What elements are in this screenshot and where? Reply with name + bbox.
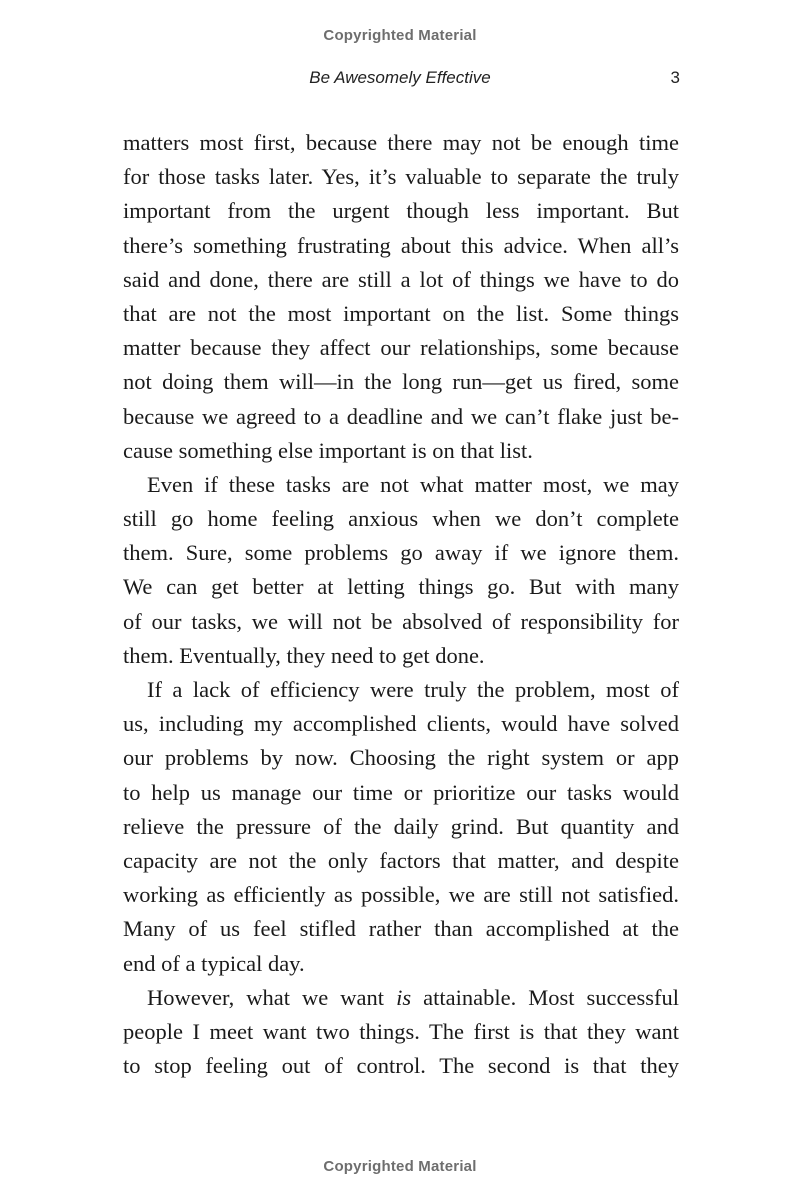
text-line: us, including my accomplished clients, would have solved (123, 711, 679, 737)
text-line: cause something else important is on that list. (123, 437, 533, 463)
text-line: matter because they affect our relationships, some because (123, 335, 679, 361)
text-line (123, 981, 679, 1015)
text-line: Many of us feel stifled rather than accomplished at the (123, 916, 679, 942)
text-line: people I meet want two things. The first is that they want (123, 1018, 679, 1044)
text-line: capacity are not the only factors that matter, and despite (123, 847, 679, 873)
text-line: still go home feeling anxious when we don’t complete (123, 506, 679, 532)
text-line: Even if these tasks are not what matter most, we may (147, 471, 679, 497)
text-line: our problems by now. Choosing the right system or app (123, 745, 679, 771)
text-line: said and done, there are still a lot of things we have to do (123, 266, 679, 292)
text-line: them. Eventually, they need to get done. (123, 642, 485, 668)
running-title: Be Awesomely Effective (309, 68, 491, 87)
text-line: for those tasks later. Yes, it’s valuable to separate the truly (123, 164, 679, 190)
text-line: matters most first, because there may not be enough time (123, 130, 679, 155)
paragraph-3 (123, 673, 679, 981)
text-line: to stop feeling out of control. The second is that they (123, 1053, 679, 1079)
copyright-watermark-top: Copyrighted Material (323, 27, 477, 44)
copyright-watermark-bottom: Copyrighted Material (323, 1158, 477, 1175)
body-text (123, 126, 679, 1083)
text-line: to help us manage our time or prioritize our tasks would (123, 779, 679, 805)
text-run: attainable. Most successful (411, 984, 680, 1010)
text-line: relieve the pressure of the daily grind. But quantity and (123, 813, 679, 839)
paragraph-1 (123, 126, 679, 468)
text-line: that are not the most important on the list. Some things (123, 300, 679, 326)
page-number: 3 (670, 68, 680, 87)
text-line: because we agreed to a deadline and we can’t flake just be- (123, 403, 679, 429)
emphasis-text: is (396, 984, 412, 1010)
text-line: of our tasks, we will not be absolved of responsibility for (123, 608, 679, 634)
running-head (0, 68, 800, 92)
paragraph-2 (123, 468, 679, 673)
text-line: not doing them will—in the long run—get us fired, some (123, 369, 679, 395)
text-line: important from the urgent though less important. But (123, 198, 679, 224)
paragraph-4 (123, 981, 679, 1084)
text-line: If a lack of efficiency were truly the problem, most of (147, 677, 679, 702)
text-line: them. Sure, some problems go away if we ignore them. (123, 540, 679, 566)
text-line: end of a typical day. (123, 950, 305, 976)
text-run: However, what we want (147, 984, 397, 1010)
text-line: We can get better at letting things go. But with many (123, 574, 679, 600)
text-line: working as efficiently as possible, we are still not satisfied. (123, 882, 679, 908)
text-line: there’s something frustrating about this advice. When all’s (123, 232, 679, 258)
